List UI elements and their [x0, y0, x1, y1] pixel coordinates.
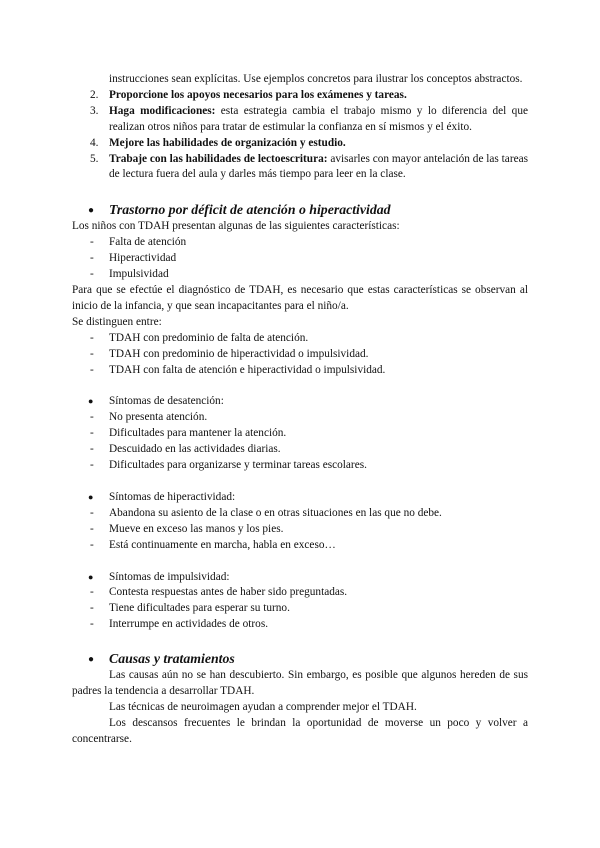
section-heading-tdah: ● Trastorno por déficit de atención o hiperactividad — [72, 200, 528, 219]
section-heading-causes: ● Causas y tratamientos — [72, 649, 528, 668]
list-item: - Dificultades para organizarse y terminar tareas escolares. — [90, 459, 367, 472]
symptoms-inattention-title: ● Síntomas de desatención: — [72, 394, 528, 410]
list-item: - Impulsividad — [90, 268, 169, 281]
causes-paragraph-1: Las causas aún no se han descubierto. Sin embargo, es posible que algunos hereden de sus padres la tendencia a desarrollar TDAH. — [72, 669, 528, 698]
bullet-icon: ● — [88, 396, 94, 407]
numbered-item-5: 5. Trabaje con las habilidades de lectoescritura: avisarles con mayor antelación de las tareas de lectura fuera del aula y darles más tiempo para leer en la clase. — [90, 152, 528, 181]
list-item: - Mueve en exceso las manos y los pies. — [90, 522, 284, 535]
symptoms-hyperactivity-list — [72, 506, 528, 554]
list-item: - Descuidado en las actividades diarias. — [90, 443, 281, 456]
list-item: - Falta de atención — [90, 236, 187, 249]
symptoms-impulsivity-title: ● Síntomas de impulsividad: — [72, 570, 528, 586]
list-item: - Tiene dificultades para esperar su turno. — [90, 602, 290, 615]
list-item: - No presenta atención. — [90, 411, 208, 424]
distinguish-intro: Se distinguen entre: — [72, 315, 162, 328]
list-item: - Contesta respuestas antes de haber sido preguntadas. — [90, 586, 348, 599]
list-item: - TDAH con falta de atención e hiperactividad o impulsividad. — [90, 363, 386, 376]
list-continuation: instrucciones sean explícitas. Use ejemplos concretos para ilustrar los conceptos abstractos. — [109, 73, 523, 85]
diagnosis-paragraph: Para que se efectúe el diagnóstico de TDAH, es necesario que estas características se observan al inicio de la infancia, y que sean incapacitantes para el niño/a. — [72, 283, 528, 312]
list-item: - Abandona su asiento de la clase o en otras situaciones en las que no debe. — [90, 506, 442, 519]
bullet-icon: ● — [88, 571, 94, 582]
symptoms-hyperactivity-title: ● Síntomas de hiperactividad: — [72, 490, 528, 506]
bullet-icon: ● — [88, 205, 95, 217]
document-page — [72, 72, 528, 748]
numbered-item-3: 3. Haga modificaciones: esta estrategia cambia el trabajo mismo y lo diferencia del que realizan otros niños para tratar de estimular la confianza en sí mismos y el éxito. — [90, 104, 528, 133]
tdah-intro: Los niños con TDAH presentan algunas de las siguientes características: — [72, 220, 400, 233]
list-item: - TDAH con predominio de falta de atención. — [90, 331, 309, 344]
list-item: - Está continuamente en marcha, habla en exceso… — [90, 538, 336, 551]
list-item: - Dificultades para mantener la atención. — [90, 427, 287, 440]
bullet-icon: ● — [88, 654, 95, 666]
list-item: - Interrumpe en actividades de otros. — [90, 618, 269, 631]
symptoms-inattention-list — [72, 410, 528, 474]
numbered-item-2: 2. Proporcione los apoyos necesarios para los exámenes y tareas. — [90, 88, 407, 101]
characteristics-list — [72, 235, 528, 283]
causes-paragraph-3: Los descansos frecuentes le brindan la oportunidad de moverse un poco y volver a concentrarse. — [72, 716, 528, 745]
symptoms-impulsivity-list — [72, 585, 528, 633]
list-item: - TDAH con predominio de hiperactividad o impulsividad. — [90, 347, 369, 360]
list-item: - Hiperactividad — [90, 252, 177, 265]
types-list — [72, 331, 528, 379]
bullet-icon: ● — [88, 491, 94, 502]
numbered-item-4: 4. Mejore las habilidades de organización y estudio. — [90, 136, 346, 149]
causes-paragraph-2: Las técnicas de neuroimagen ayudan a comprender mejor el TDAH. — [109, 701, 417, 713]
